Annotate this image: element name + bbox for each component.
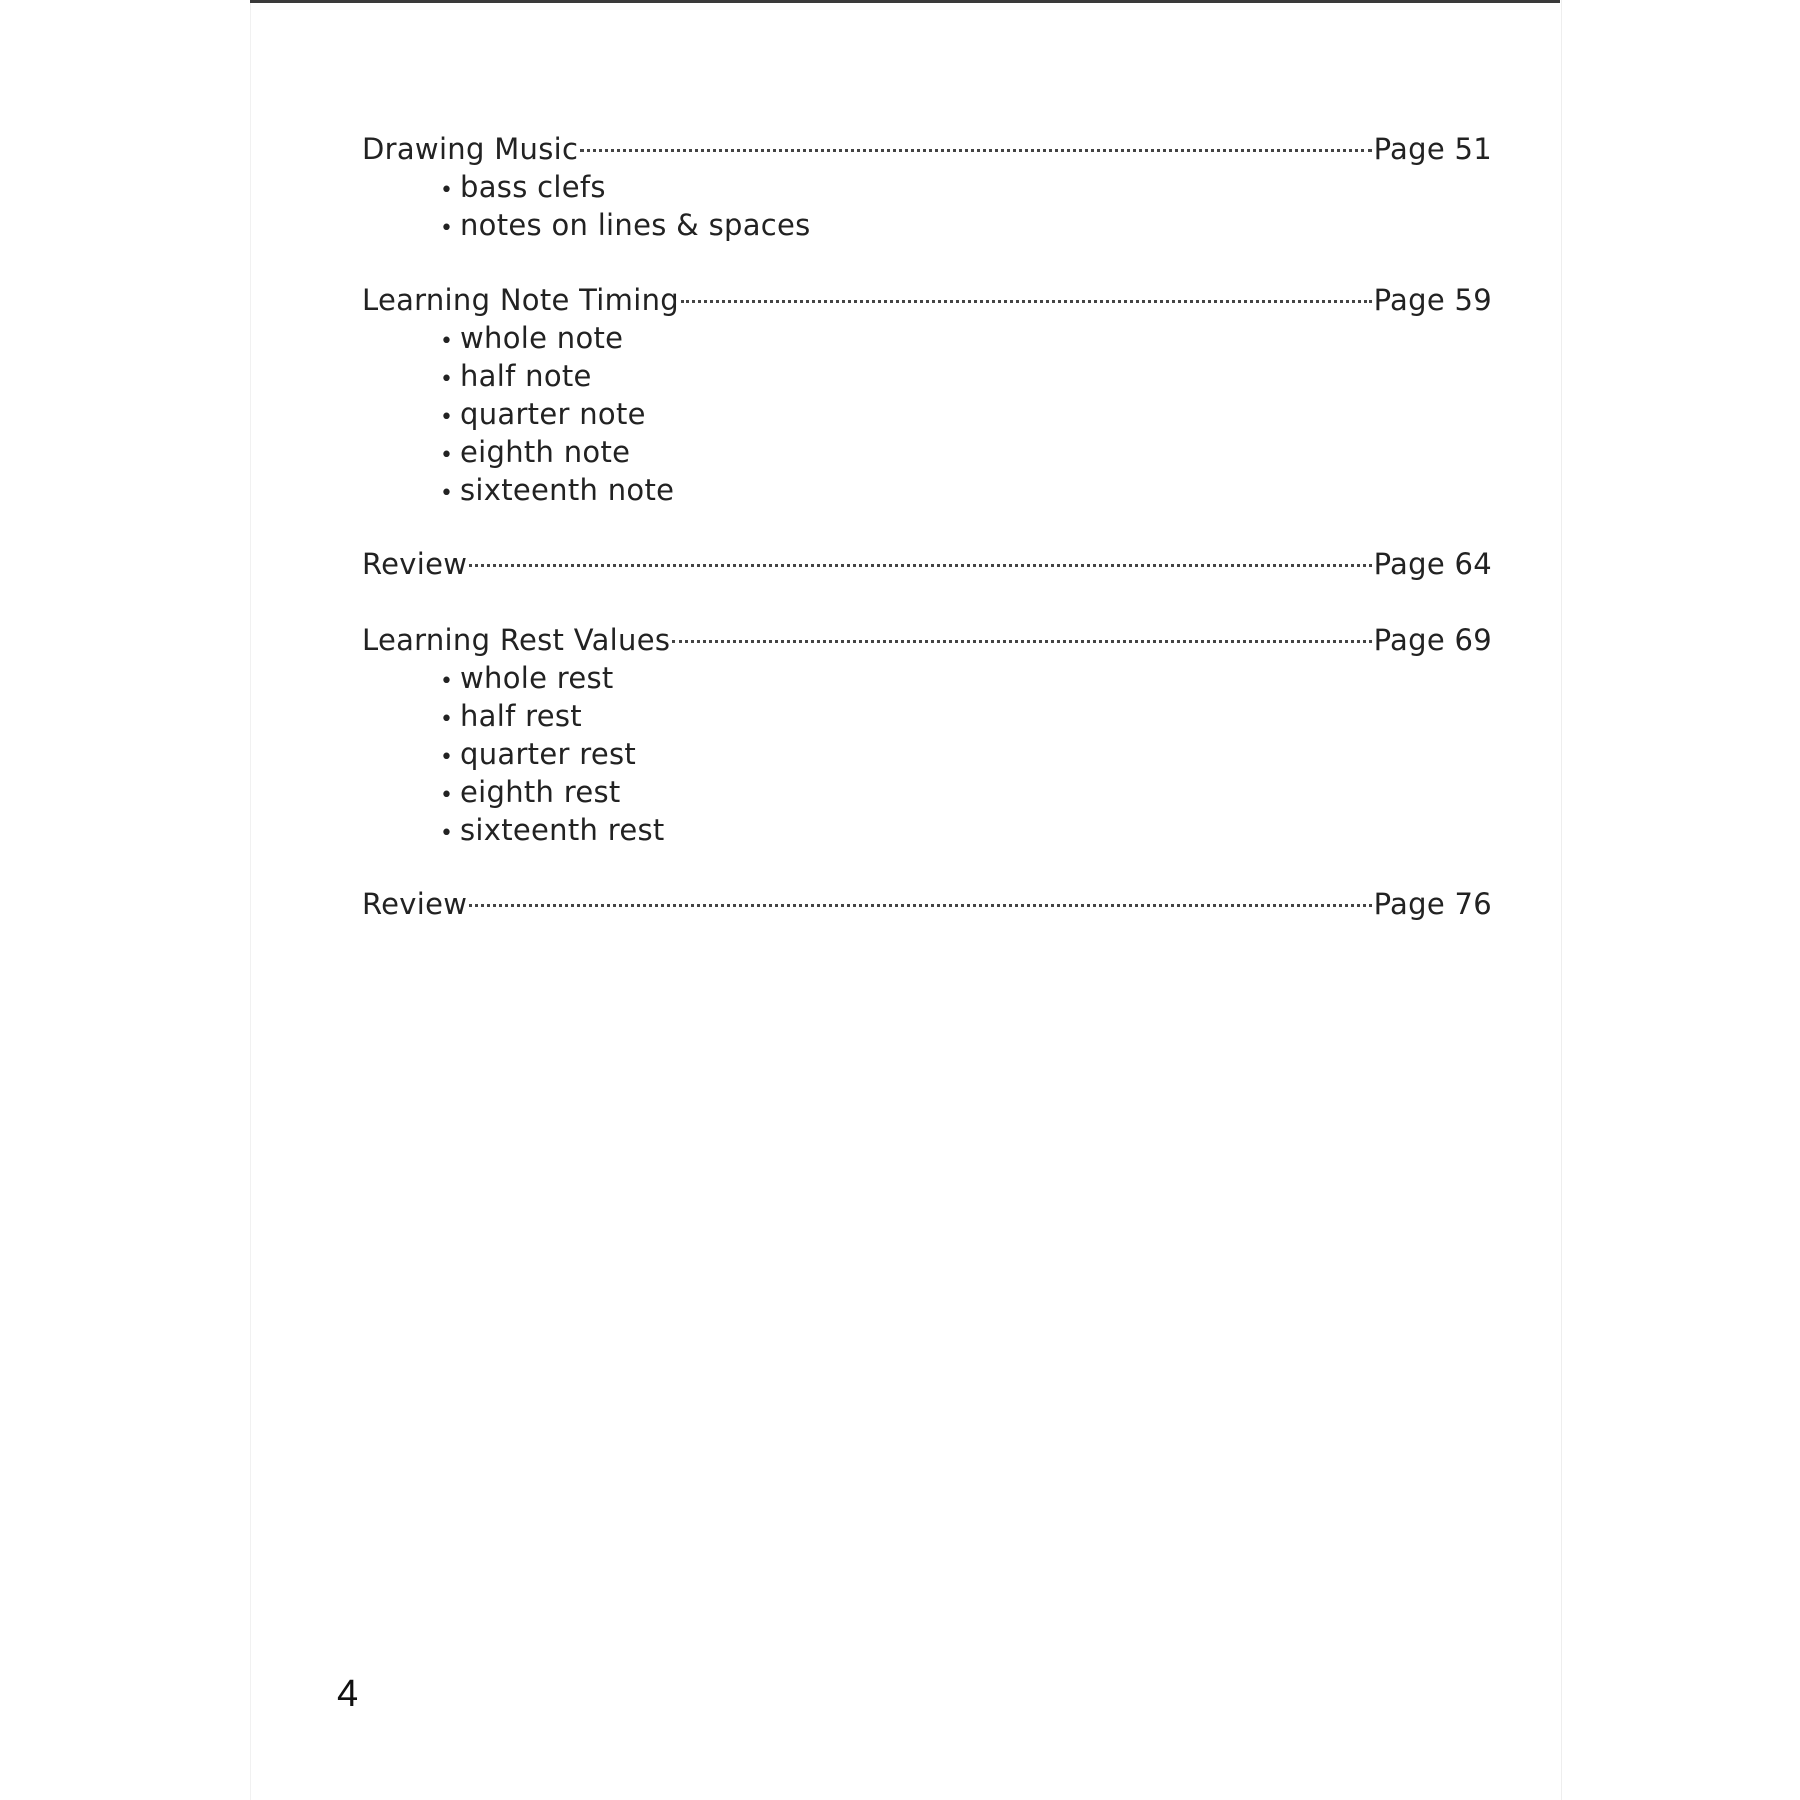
- toc-entry-line: [362, 130, 1492, 168]
- toc-subitem-label: whole rest: [460, 661, 614, 695]
- bullet-icon: •: [440, 329, 454, 354]
- toc-subitem-list: [362, 659, 1492, 849]
- dot-leader: [681, 300, 1372, 303]
- toc-subitem-label: half rest: [460, 699, 582, 733]
- bullet-icon: •: [440, 821, 454, 846]
- toc-entry-line: [362, 281, 1492, 319]
- toc-subitem-label: notes on lines & spaces: [460, 208, 811, 242]
- toc-subitem: [440, 206, 1492, 244]
- toc-entry-title: Drawing Music: [362, 132, 579, 166]
- bullet-icon: •: [440, 443, 454, 468]
- dot-leader: [672, 640, 1371, 643]
- toc-subitem-label: sixteenth rest: [460, 813, 665, 847]
- toc-entry-title: Review: [362, 887, 468, 921]
- toc-page-number: Page 76: [1373, 887, 1492, 921]
- toc-entry-learning-note-timing[interactable]: [362, 281, 1492, 509]
- toc-subitem: [440, 433, 1492, 471]
- dot-leader: [580, 149, 1371, 152]
- toc-page-number: Page 64: [1373, 547, 1492, 581]
- toc-subitem-label: eighth rest: [460, 775, 621, 809]
- bullet-icon: •: [440, 745, 454, 770]
- toc-subitem: [440, 357, 1492, 395]
- toc-subitem: [440, 811, 1492, 849]
- toc-subitem: [440, 697, 1492, 735]
- toc-entry-line: [362, 545, 1492, 583]
- bullet-icon: •: [440, 481, 454, 506]
- toc-subitem-list: [362, 319, 1492, 509]
- toc-subitem: [440, 659, 1492, 697]
- toc-page-number: Page 59: [1373, 283, 1492, 317]
- toc-subitem-label: eighth note: [460, 435, 631, 469]
- page-number-folio: 4: [337, 1673, 359, 1715]
- toc-page-number: Page 51: [1373, 132, 1492, 166]
- dot-leader: [469, 564, 1371, 567]
- bullet-icon: •: [440, 405, 454, 430]
- toc-entry-drawing-music[interactable]: [362, 130, 1492, 244]
- toc-subitem-label: bass clefs: [460, 170, 606, 204]
- toc-entry-title: Learning Note Timing: [362, 283, 679, 317]
- bullet-icon: •: [440, 707, 454, 732]
- dot-leader: [469, 904, 1371, 907]
- toc-entry-title: Review: [362, 547, 468, 581]
- toc-entry-learning-rest-values[interactable]: [362, 621, 1492, 849]
- toc-subitem-label: sixteenth note: [460, 473, 675, 507]
- toc-subitem-label: quarter rest: [460, 737, 637, 771]
- toc-subitem: [440, 735, 1492, 773]
- toc-subitem-label: whole note: [460, 321, 624, 355]
- bullet-icon: •: [440, 783, 454, 808]
- toc-subitem-label: half note: [460, 359, 592, 393]
- toc-subitem: [440, 471, 1492, 509]
- toc-subitem-list: [362, 168, 1492, 244]
- toc-page-number: Page 69: [1373, 623, 1492, 657]
- toc-entry-review-1[interactable]: [362, 545, 1492, 583]
- toc-subitem: [440, 395, 1492, 433]
- bullet-icon: •: [440, 367, 454, 392]
- page-top-edge: [250, 0, 1560, 3]
- toc-entry-line: [362, 621, 1492, 659]
- toc-subitem: [440, 168, 1492, 206]
- toc-entry-title: Learning Rest Values: [362, 623, 671, 657]
- bullet-icon: •: [440, 178, 454, 203]
- toc-entry-review-2[interactable]: [362, 885, 1492, 923]
- bullet-icon: •: [440, 216, 454, 241]
- toc-subitem: [440, 319, 1492, 357]
- toc-entry-line: [362, 885, 1492, 923]
- toc-subitem: [440, 773, 1492, 811]
- toc-subitem-label: quarter note: [460, 397, 646, 431]
- bullet-icon: •: [440, 669, 454, 694]
